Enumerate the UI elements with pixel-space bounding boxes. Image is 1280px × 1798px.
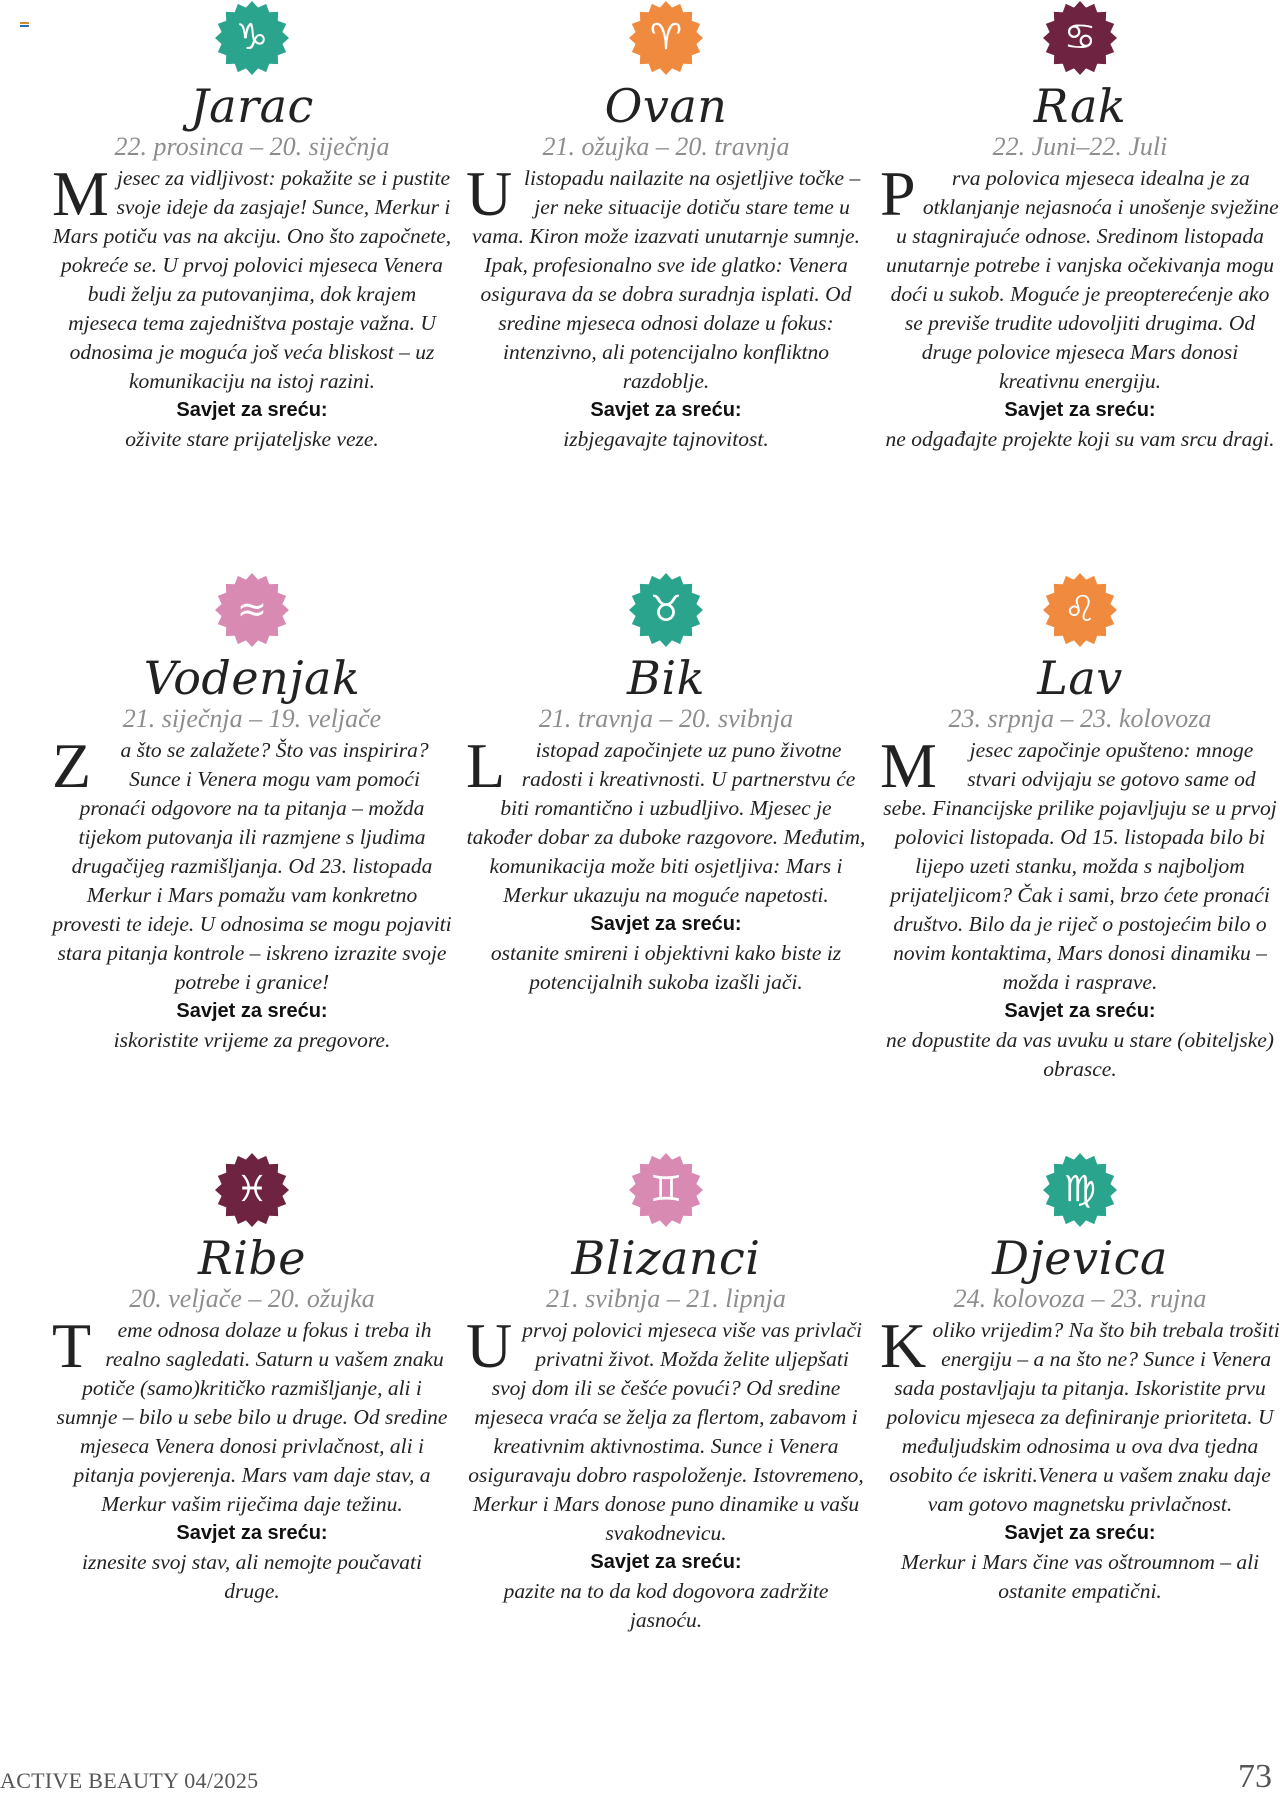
sign-text: rva polovica mjeseca idealna je za otklanjanje nejasnoća i unošenje svježine u stagnirajuće odnose. Sredinom listopada unutarnje potrebe i vanjska očekivanja mogu doći u sukob. Moguće je preopterećenje ako se previše trudite udovoljiti drugima. Od druge polovice mjeseca Mars donosi kreativnu energiju. <box>886 166 1279 393</box>
sign-name: Vodenjak <box>143 651 361 705</box>
sign-badge <box>628 572 704 648</box>
sign-card-lav <box>880 572 1280 1084</box>
advice-label: Savjet za sreću: <box>176 1522 328 1544</box>
sign-body <box>466 158 866 396</box>
sign-dates: 21. travnja – 20. svibnja <box>538 704 794 733</box>
sign-dates: 21. siječnja – 19. veljače <box>122 704 382 733</box>
sign-body <box>52 730 452 997</box>
drop-cap: K <box>880 1310 927 1381</box>
pisces-icon: ♓ <box>235 1169 269 1210</box>
sign-body <box>880 1310 1280 1519</box>
sign-text: listopadu nailazite na osjetljive točke – jer neke situacije dotiču stare teme u vama. Kiron može izazvati unutarnje sumnje. Ipak, profesionalno sve ide glatko: Venera osigurava da se dobra suradnja isplati. Od sredine mjeseca odnosi dolaze u fokus: intenzivno, ali potencijalno konfliktno razdoblje. <box>472 166 861 393</box>
leo-icon: ♌ <box>1063 589 1097 630</box>
cancer-icon: ♋ <box>1063 17 1097 58</box>
sign-dates: 20. veljače – 20. ožujka <box>129 1284 375 1313</box>
drop-cap: U <box>466 158 513 229</box>
advice-text: iznesite svoj stav, ali nemojte poučavati druge. <box>82 1550 422 1603</box>
sign-name: Jarac <box>190 79 314 133</box>
sign-card-bik <box>466 572 866 997</box>
sign-badge <box>1042 572 1118 648</box>
capricorn-icon: ♑ <box>235 17 269 58</box>
sign-dates: 22. Juni–22. Juli <box>992 132 1168 161</box>
advice-text: oživite stare prijateljske veze. <box>125 427 379 451</box>
sign-dates: 21. ožujka – 20. travnja <box>542 132 790 161</box>
advice-text: izbjegavajte tajnovitost. <box>563 427 769 451</box>
sign-text: a što se zalažete? Što vas inspirira? Sunce i Venera mogu vam pomoći pronaći odgovore na ta pitanja – možda tijekom putovanja ili razmjene s ljudima drugačijeg razmišljanja. Od 23. listopada Merkur i Mars pomažu vam konkretno provesti te ideje. U odnosima se mogu pojaviti stara pitanja kontrole – iskreno izrazite svoje potrebe i granice! <box>52 738 452 994</box>
sign-card-ovan <box>466 0 866 454</box>
sign-name: Ovan <box>604 79 728 133</box>
sign-card-rak <box>880 0 1280 454</box>
drop-cap: U <box>466 1310 513 1381</box>
sign-text: istopad započinjete uz puno životne radosti i kreativnosti. U partnerstvu će biti romantično i uzbudljivo. Mjesec je također dobar za duboke razgovore. Međutim, komunikacija može biti osjetljiva: Mars i Merkur ukazuju na moguće napetosti. <box>466 738 866 907</box>
advice-label: Savjet za sreću: <box>590 913 742 935</box>
advice-label: Savjet za sreću: <box>1004 1522 1156 1544</box>
advice-label: Savjet za sreću: <box>176 1000 328 1022</box>
sign-badge <box>214 572 290 648</box>
advice-text: ne dopustite da vas uvuku u stare (obiteljske) obrasce. <box>886 1028 1274 1081</box>
sign-name: Djevica <box>992 1231 1168 1285</box>
drop-cap: P <box>880 158 916 229</box>
sign-card-djevica <box>880 1152 1280 1606</box>
drop-cap: Z <box>52 730 92 801</box>
sign-body <box>880 730 1280 997</box>
sign-dates: 21. svibnja – 21. lipnja <box>546 1284 786 1313</box>
sign-card-jarac <box>52 0 452 454</box>
sign-text: jesec započinje opušteno: mnoge stvari odvijaju se gotovo same od sebe. Financijske prilike pojavljuju se u prvoj polovici listopada. Od 15. listopada bilo bi lijepo uzeti stanku, možda s najboljom prijateljicom? Čak i sami, brzo ćete pronaći društvo. Bilo da je riječ o postojećim bilo o novim kontaktima, Mars donosi dinamiku – možda i rasprave. <box>883 738 1277 994</box>
sign-body <box>52 158 452 396</box>
drop-cap: M <box>52 158 109 229</box>
sign-text: jesec za vidljivost: pokažite se i pustite svoje ideje da zasjaje! Sunce, Merkur i Mars potiču vas na akciju. Ono što započnete, pokreće se. U prvoj polovici mjeseca Venera budi želju za putovanjima, dok krajem mjeseca tema zajedništva postaje važna. U odnosima je moguća još veća bliskost – uz komunikaciju na istoj razini. <box>52 166 452 393</box>
sign-badge <box>1042 0 1118 76</box>
sign-dates: 22. prosinca – 20. siječnja <box>114 132 390 161</box>
sign-body <box>466 1310 866 1548</box>
advice-label: Savjet za sreću: <box>590 399 742 421</box>
sign-text: eme odnosa dolaze u fokus i treba ih realno sagledati. Saturn u vašem znaku potiče (samo)kritičko razmišljanje, ali i sumnje – bilo u sebe bilo u druge. Od sredine mjeseca Venera donosi privlačnost, ali i pitanja povjerenja. Mars vam daje stav, a Merkur vašim riječima daje težinu. <box>56 1318 448 1516</box>
advice-label: Savjet za sreću: <box>176 399 328 421</box>
sign-name: Rak <box>1033 79 1127 133</box>
drop-cap: L <box>466 730 506 801</box>
sign-badge <box>1042 1152 1118 1228</box>
sign-badge <box>214 0 290 76</box>
sign-text: prvoj polovici mjeseca više vas privlači privatni život. Možda želite uljepšati svoj dom ili se češće povući? Od sredine mjeseca vraća se želja za flertom, zabavom i kreativnim aktivnostima. Sunce i Venera osiguravaju dobro raspoloženje. Istovremeno, Merkur i Mars donose puno dinamike u vašu svakodnevicu. <box>468 1318 864 1545</box>
taurus-icon: ♉ <box>649 589 683 630</box>
sign-body <box>880 158 1280 396</box>
advice-text: iskoristite vrijeme za pregovore. <box>113 1028 391 1052</box>
sign-card-blizanci <box>466 1152 866 1635</box>
advice-text: pazite na to da kod dogovora zadržite jasnoću. <box>503 1579 829 1632</box>
sign-name: Lav <box>1037 651 1123 705</box>
advice-text: ostanite smireni i objektivni kako biste iz potencijalnih sukoba izašli jači. <box>490 941 842 994</box>
advice-label: Savjet za sreću: <box>1004 399 1156 421</box>
sign-dates: 24. kolovoza – 23. rujna <box>953 1284 1207 1313</box>
sign-card-ribe <box>52 1152 452 1606</box>
advice-label: Savjet za sreću: <box>590 1551 742 1573</box>
sign-name: Bik <box>627 651 705 705</box>
virgo-icon: ♍ <box>1063 1169 1097 1210</box>
sign-badge <box>214 1152 290 1228</box>
sign-body <box>466 730 866 910</box>
aries-icon: ♈ <box>649 17 683 58</box>
drop-cap: M <box>880 730 937 801</box>
magazine-issue: ACTIVE BEAUTY 04/2025 <box>0 1768 259 1793</box>
advice-text: ne odgađajte projekte koji su vam srcu dragi. <box>885 427 1275 451</box>
gemini-icon: ♊ <box>649 1169 683 1210</box>
aquarius-icon: ≈ <box>236 589 268 630</box>
sign-badge <box>628 0 704 76</box>
sign-card-vodenjak <box>52 572 452 1055</box>
sign-badge <box>628 1152 704 1228</box>
advice-label: Savjet za sreću: <box>1004 1000 1156 1022</box>
sign-name: Ribe <box>197 1231 306 1285</box>
sign-dates: 23. srpnja – 23. kolovoza <box>948 704 1212 733</box>
sign-name: Blizanci <box>571 1231 761 1285</box>
sign-text: oliko vrijedim? Na što bih trebala trošiti energiju – a na što ne? Sunce i Venera sada postavljaju ta pitanja. Iskoristite prvu polovicu mjeseca za definiranje prioriteta. U međuljudskim odnosima u ova dva tjedna osobito će iskriti.Venera u vašem znaku daje vam gotovo magnetsku privlačnost. <box>886 1318 1280 1516</box>
advice-text: Merkur i Mars čine vas oštroumnom – ali ostanite empatični. <box>900 1550 1260 1603</box>
sign-body <box>52 1310 452 1519</box>
page-number: 73 <box>1238 1758 1272 1795</box>
drop-cap: T <box>52 1310 92 1381</box>
